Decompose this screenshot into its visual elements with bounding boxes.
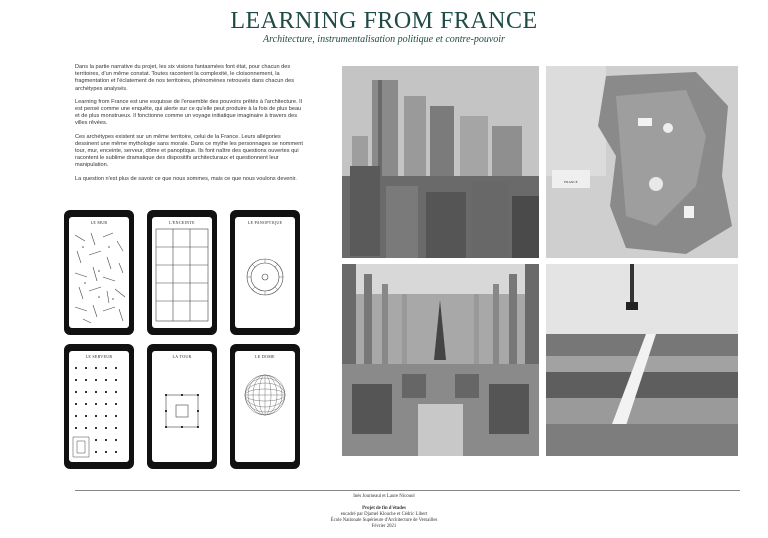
card-le-dome [230, 344, 300, 469]
footer-school: École Nationale Supérieure d'Architecture de Versailles [330, 518, 438, 523]
map-caption: FRANCE [564, 180, 578, 184]
eiffel-corridor-image [342, 264, 539, 456]
footer-date: Février 2021 [371, 524, 397, 529]
footer-authors: Inès Journeaul et Laure Nicouol [353, 494, 415, 499]
card-label: LE MUR [90, 220, 108, 225]
card-le-serveur [64, 344, 134, 469]
intro-paragraph: La question n'est plus de savoir ce que nous sommes, mais ce que nous voulons devenir. [75, 175, 297, 182]
towers-collage-image [342, 66, 539, 258]
server-dot-grid-icon [69, 361, 129, 461]
intro-paragraph: Learning from France est une esquisse de l'ensemble des pouvoirs prêtés à l'architecture. Il est pensé comme une enquête, qui alerte sur ce qu'elle peut produire à la fois de plus beau et de plus monstrueux. Il fonctionne comme un voyage initiatique imaginaire à travers des villes rêvées. [75, 98, 302, 127]
card-label: LE DOME [255, 354, 275, 359]
intro-text [75, 64, 305, 189]
card-label: L'ENCEINTE [169, 220, 195, 225]
intro-paragraph: Dans la partie narrative du projet, les six visions fantasmées font état, pour chacun des territoires, d'un même constat. Toutes racontent la complexité, le cloisonnement, la fragmentation et l'éclatement de nos territoires, phénomènes retrouvés dans chacun des archétypes analysés. [75, 64, 295, 92]
panopticon-circle-icon [235, 227, 295, 327]
footer-project: Projet de fin d'études [362, 506, 406, 511]
page-title: LEARNING FROM FRANCE [230, 8, 538, 34]
card-la-tour [147, 344, 217, 469]
card-le-panoptique [230, 210, 300, 335]
layered-landscape-image [546, 264, 738, 456]
tower-plan-icon [152, 361, 212, 461]
card-label: LE PANOPTIQUE [247, 220, 283, 225]
intro-paragraph: Ces archétypes existent sur un même territoire, celui de la France. Leurs allégories dessinent une même mythologie sans morale. Dans ce mythe les personnages se nomment tour, mur, enceinte, serveur, dôme et panoptique. Ils font naître des questions ouvertes qui racontent le sublime dramatique des dispositifs architecturaux et questionnent leur manipulation. [75, 133, 303, 169]
wall-pattern-icon [69, 227, 129, 327]
grid-enclosure-icon [152, 227, 212, 327]
card-label: LA TOUR [172, 354, 192, 359]
card-l-enceinte [147, 210, 217, 335]
footer-supervisors: encadré par Djamel Klouche et Cédric Libert [340, 512, 428, 517]
dome-sphere-icon [235, 361, 295, 461]
footer-divider [75, 490, 740, 491]
page-subtitle: Architecture, instrumentalisation politique et contre-pouvoir [263, 34, 505, 45]
card-label: LE SERVEUR [85, 354, 113, 359]
france-map-image [546, 66, 738, 258]
card-le-mur [64, 210, 134, 335]
